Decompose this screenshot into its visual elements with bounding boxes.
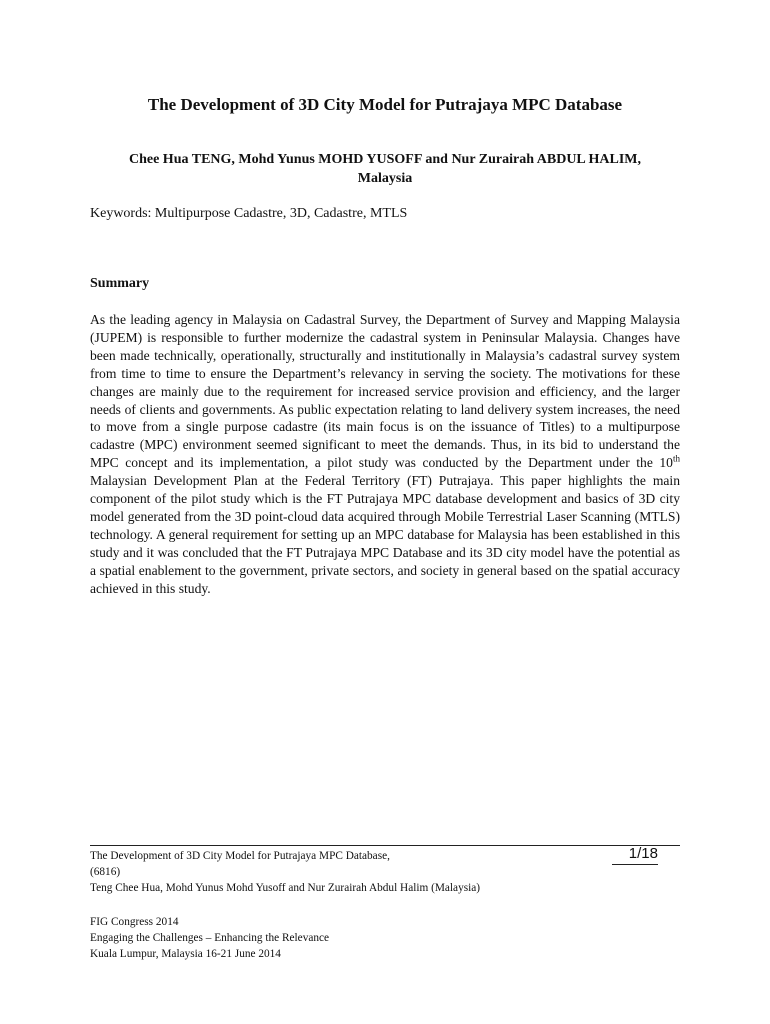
- footer-line-2: (6816): [90, 866, 121, 878]
- summary-superscript: th: [672, 453, 680, 464]
- authors-line-1: Chee Hua TENG, Mohd Yunus MOHD YUSOFF and Nur Zurairah ABDUL HALIM,: [128, 152, 641, 167]
- conference-info: [90, 914, 329, 962]
- page-number: 1/18: [628, 845, 658, 862]
- keywords: Keywords: Multipurpose Cadastre, 3D, Cadastre, MTLS: [90, 206, 408, 221]
- summary-text-part-2: Malaysian Development Plan at the Federal Territory (FT) Putrajaya. This paper highlights the main component of the pilot study which is the FT Putrajaya MPC database development and basics of 3D city model generated from the 3D point-cloud data acquired through Mobile Terrestrial Laser Scanning (MTLS) technology. A general requirement for setting up an MPC database for Malaysia has been established in this study and it was concluded that the FT Putrajaya MPC Database and its 3D city model have the potential as a spatial enablement to the government, private sectors, and society in general based on the spatial accuracy achieved in this study.: [90, 473, 680, 596]
- summary-text-part-1: As the leading agency in Malaysia on Cadastral Survey, the Department of Survey and Mapping Malaysia (JUPEM) is responsible to further modernize the cadastral system in Peninsular Malaysia. Changes have been made technically, operationally, structurally and institutionally in Malaysia’s cadastral survey system from time to time to ensure the Department’s relevancy in serving the society. The motivations for these changes are mainly due to the requirement for increased service provision and efficiency, and the larger needs of clients and governments. As public expectation relating to land delivery system increases, the need to move from a single purpose cadastre (its main focus is on the issuance of Titles) to a multipurpose cadastre (MPC) environment seemed significant to meet the demands. Thus, in its bid to understand the MPC concept and its implementation, a pilot study was conducted by the Department under the 10: [90, 312, 680, 471]
- author-list: [90, 150, 680, 188]
- paper-title: The Development of 3D City Model for Putrajaya MPC Database: [147, 95, 623, 114]
- footer-citation: [90, 848, 480, 896]
- authors-line-2: Malaysia: [357, 171, 413, 186]
- summary-heading: Summary: [90, 276, 150, 291]
- footer-line-3: Teng Chee Hua, Mohd Yunus Mohd Yusoff and Nur Zurairah Abdul Halim (Malaysia): [90, 882, 481, 894]
- footer-rule: [90, 845, 680, 846]
- page-number-underline: [612, 864, 658, 865]
- conference-line-1: FIG Congress 2014: [90, 916, 179, 928]
- footer-line-1: The Development of 3D City Model for Putrajaya MPC Database,: [90, 850, 390, 862]
- conference-line-2: Engaging the Challenges – Enhancing the Relevance: [90, 932, 330, 944]
- conference-line-3: Kuala Lumpur, Malaysia 16-21 June 2014: [90, 948, 281, 960]
- summary-paragraph: [90, 311, 680, 598]
